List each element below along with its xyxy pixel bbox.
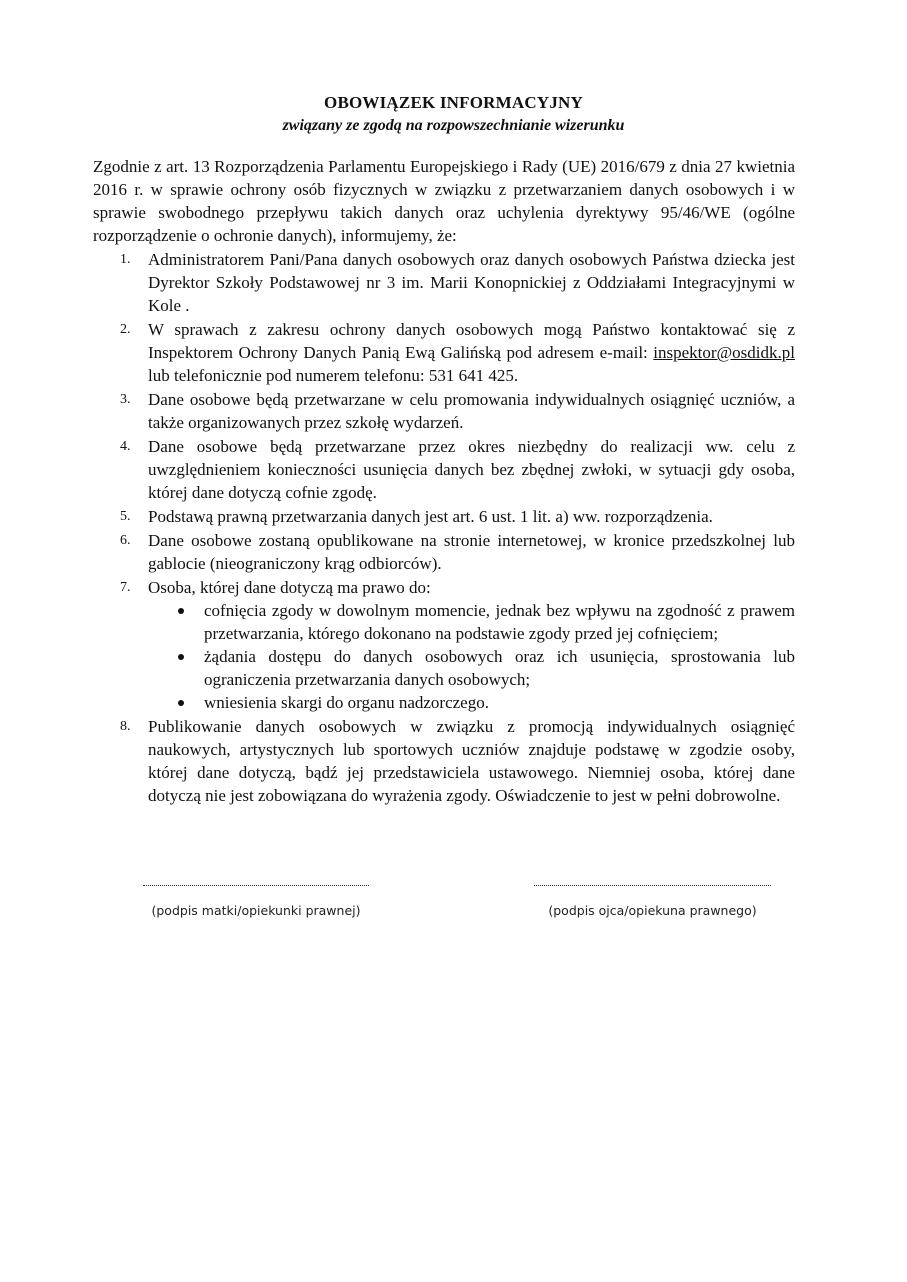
item-text: W sprawach z zakresu ochrony danych osobowych mogą Państwo kontaktować się z Inspektorem Ochrony Danych Panią Ewą Galińską pod adresem e-mail: [148,320,795,362]
item-number: 6. [120,533,131,548]
item-number: 3. [120,392,131,407]
document-title: OBOWIĄZEK INFORMACYJNY [324,93,583,112]
bullet-item [148,691,795,714]
item-text: Dane osobowe będą przetwarzane przez okres niezbędny do realizacji ww. celu z uwzględnieniem konieczności usunięcia danych bez zbędnej zwłoki, w sytuacji gdy osoba, której dane dotyczą cofnie zgodę. [148,437,795,502]
list-item [93,505,795,528]
document-subtitle: związany ze zgodą na rozpowszechnianie wizerunku [282,117,625,134]
bullet-text: żądania dostępu do danych osobowych oraz ich usunięcia, sprostowania lub ograniczenia przetwarzania danych osobowych; [204,647,795,689]
bullet-item [148,645,795,691]
list-item [93,715,795,807]
item-text: Publikowanie danych osobowych w związku z promocją indywidualnych osiągnięć naukowych, artystycznych lub sportowych uczniów znajduje podstawę w zgodzie osoby, której dane dotyczą, bądź jej przedstawiciela ustawowego. Niemniej osoba, której dane dotyczą nie jest zobowiązana do wyrażenia zgody. Oświadczenie to jest w pełni dobrowolne. [148,717,795,805]
signature-line[interactable] [143,884,369,886]
bullet-icon [178,608,184,614]
bullet-text: wniesienia skargi do organu nadzorczego. [204,693,489,712]
list-item [93,529,795,575]
item-text: Osoba, której dane dotyczą ma prawo do: [148,578,431,597]
intro-paragraph: Zgodnie z art. 13 Rozporządzenia Parlamentu Europejskiego i Rady (UE) 2016/679 z dnia 27 kwietnia 2016 r. w sprawie ochrony osób fizycznych w związku z przetwarzaniem danych osobowych i w sprawie swobodnego przepływu takich danych oraz uchylenia dyrektywy 95/46/WE (ogólne rozporządzenie o ochronie danych), informujemy, że: [93,157,795,245]
rights-list [148,599,795,714]
list-item [93,576,795,714]
father-signature-block [534,884,771,918]
signature-caption: (podpis ojca/opiekuna prawnego) [548,903,757,918]
list-item [93,248,795,317]
list-item [93,318,795,387]
item-number: 4. [120,439,131,454]
email-link[interactable]: inspektor@osdidk.pl [653,343,795,362]
signature-caption: (podpis matki/opiekunki prawnej) [151,903,361,918]
list-item [93,435,795,504]
item-text: Dane osobowe zostaną opublikowane na stronie internetowej, w kronice przedszkolnej lub gablocie (nieograniczony krąg odbiorców). [148,531,795,573]
information-list [93,248,795,807]
bullet-text: cofnięcia zgody w dowolnym momencie, jednak bez wpływu na zgodność z prawem przetwarzania, którego dokonano na podstawie zgody przed jej cofnięciem; [204,601,795,643]
item-text: lub telefonicznie pod numerem telefonu: 531 641 425. [148,366,519,385]
item-text: Podstawą prawną przetwarzania danych jest art. 6 ust. 1 lit. a) ww. rozporządzenia. [148,507,713,526]
signature-line[interactable] [534,884,771,886]
document-body [93,155,795,808]
bullet-item [148,599,795,645]
item-number: 8. [120,719,131,734]
list-item [93,388,795,434]
item-text: Dane osobowe będą przetwarzane w celu promowania indywidualnych osiągnięć uczniów, a także organizowanych przez szkołę wydarzeń. [148,390,795,432]
item-number: 1. [120,252,131,267]
bullet-icon [178,654,184,660]
item-number: 7. [120,580,131,595]
bullet-icon [178,700,184,706]
item-number: 2. [120,322,131,337]
item-text: Administratorem Pani/Pana danych osobowych oraz danych osobowych Państwa dziecka jest Dyrektor Szkoły Podstawowej nr 3 im. Marii Konopnickiej z Oddziałami Integracyjnymi w Kole . [148,250,795,315]
mother-signature-block [143,884,369,918]
item-number: 5. [120,509,131,524]
